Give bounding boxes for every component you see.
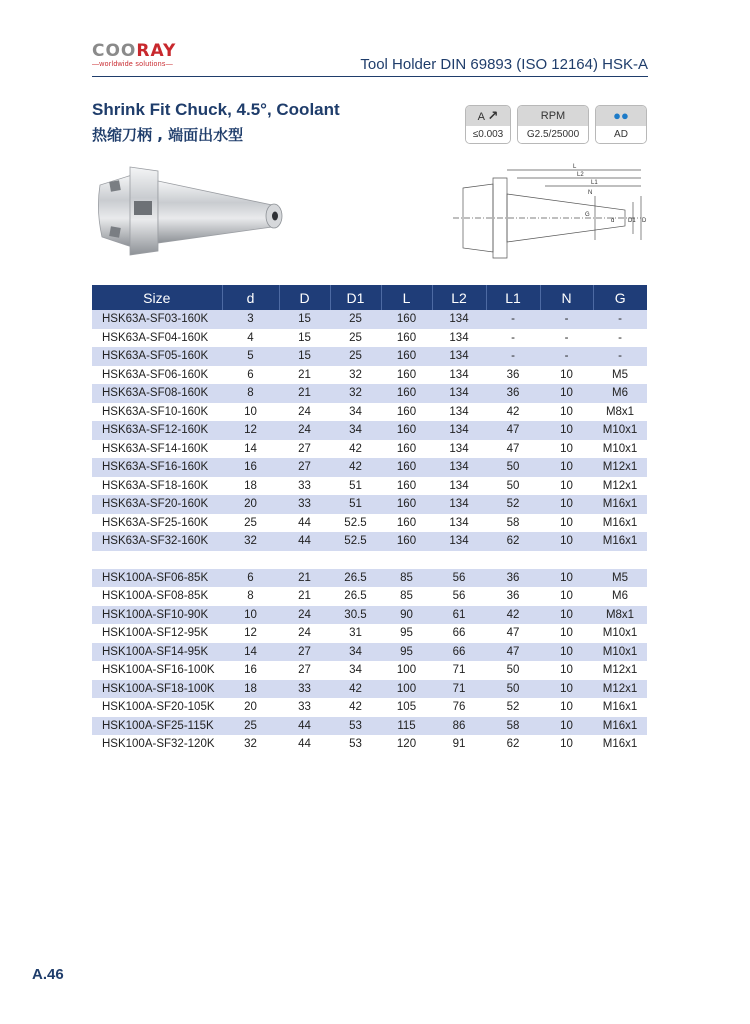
table-cell: 33	[298, 701, 311, 714]
table-cell: 134	[432, 347, 486, 366]
dimension-table	[92, 285, 647, 754]
table-cell: 62	[506, 738, 520, 751]
table-cell: 95	[400, 627, 413, 640]
drawing-label-L2: L2	[577, 172, 584, 178]
table-cell: 14	[244, 442, 257, 455]
table-cell: -	[540, 310, 593, 329]
table-cell: 71	[432, 680, 486, 699]
table-cell: 134	[449, 442, 469, 455]
table-cell: 160	[396, 368, 417, 381]
table-cell: 44	[279, 717, 330, 736]
table-cell: 50	[486, 680, 540, 699]
table-cell: 25	[349, 331, 362, 344]
table-cell: 42	[506, 405, 520, 418]
table-cell: M16x1	[602, 701, 638, 714]
table-cell: 52	[486, 495, 540, 514]
table-cell: 10	[560, 701, 573, 714]
table-cell: 31	[349, 627, 362, 640]
table-cell: M16x1	[593, 495, 647, 514]
table-cell: 10	[540, 458, 593, 477]
table-cell: M12x1	[593, 680, 647, 699]
table-cell: HSK63A-SF20-160K	[92, 495, 222, 514]
table-cell: -	[486, 347, 540, 366]
runout-arrow-icon: ↗	[487, 108, 499, 123]
table-cell: HSK63A-SF25-160K	[102, 516, 209, 529]
table-cell: 21	[298, 590, 311, 603]
table-cell: 3	[222, 310, 279, 329]
table-cell: 30.5	[330, 606, 381, 625]
table-row	[92, 329, 647, 348]
table-cell: -	[564, 331, 569, 344]
table-cell: 34	[330, 643, 381, 662]
table-row	[92, 366, 647, 385]
product-subtitle: 热缩刀柄 , 端面出水型	[92, 126, 244, 144]
logo-brand-red: RAY	[136, 41, 177, 61]
table-cell: M10x1	[602, 442, 638, 455]
table-cell: 50	[486, 458, 540, 477]
table-row	[92, 495, 647, 514]
table-cell: M12x1	[602, 664, 638, 677]
table-row	[92, 384, 647, 403]
table-cell: 15	[298, 331, 311, 344]
column-header: L	[381, 285, 432, 310]
table-row	[92, 606, 647, 625]
table-cell: M10x1	[602, 627, 638, 640]
table-cell: 10	[560, 590, 573, 603]
table-cell: HSK63A-SF16-160K	[92, 458, 222, 477]
logo-brand-grey: COO	[92, 41, 137, 61]
drawing-label-d: d	[611, 218, 615, 224]
table-row	[92, 477, 647, 496]
table-cell: 10	[560, 627, 573, 640]
table-row	[92, 680, 647, 699]
table-group-spacer	[92, 551, 647, 569]
table-cell: HSK100A-SF08-85K	[102, 590, 209, 603]
table-cell: M12x1	[602, 479, 638, 492]
accuracy-value: ≤0.003	[466, 126, 510, 143]
table-cell: HSK100A-SF12-95K	[102, 627, 209, 640]
table-cell: 50	[506, 664, 520, 677]
table-cell: 47	[486, 643, 540, 662]
table-cell: 16	[222, 458, 279, 477]
table-cell: 25	[244, 516, 257, 529]
table-cell: 44	[298, 516, 311, 529]
table-cell: 12	[222, 421, 279, 440]
table-cell: 51	[349, 479, 362, 492]
table-cell: 25	[330, 347, 381, 366]
table-cell: -	[486, 310, 540, 329]
table-row	[92, 624, 647, 643]
table-cell: 134	[432, 495, 486, 514]
table-row	[92, 440, 647, 459]
table-cell: 10	[540, 495, 593, 514]
table-cell: M8x1	[605, 405, 635, 418]
table-cell: 10	[560, 442, 573, 455]
table-cell: 34	[349, 405, 362, 418]
table-cell: 42	[486, 606, 540, 625]
table-cell: 47	[486, 421, 540, 440]
table-cell: HSK100A-SF25-115K	[92, 717, 222, 736]
column-header: N	[540, 285, 593, 310]
table-cell: M16x1	[593, 532, 647, 551]
table-cell: 86	[432, 717, 486, 736]
table-cell: 134	[449, 516, 469, 529]
table-cell: 160	[381, 532, 432, 551]
table-cell: M12x1	[593, 458, 647, 477]
table-cell: -	[540, 347, 593, 366]
table-cell: 52.5	[344, 516, 367, 529]
table-cell: 100	[396, 664, 417, 677]
table-row	[92, 403, 647, 422]
table-cell: 42	[330, 458, 381, 477]
table-cell: 76	[452, 701, 466, 714]
table-cell: 71	[452, 664, 466, 677]
table-cell: 10	[540, 532, 593, 551]
table-cell: 160	[381, 458, 432, 477]
table-row	[92, 532, 647, 551]
table-cell: 51	[330, 495, 381, 514]
table-cell: M5	[593, 569, 647, 588]
table-cell: 24	[279, 606, 330, 625]
technical-drawing	[445, 160, 650, 275]
table-cell: 53	[349, 738, 362, 751]
table-cell: -	[593, 310, 647, 329]
table-cell: 10	[560, 479, 573, 492]
table-cell: 10	[560, 405, 573, 418]
table-cell: 36	[486, 384, 540, 403]
table-cell: 42	[330, 680, 381, 699]
table-cell: M10x1	[593, 643, 647, 662]
header-divider	[92, 76, 648, 77]
table-cell: 18	[244, 479, 257, 492]
table-cell: 134	[432, 532, 486, 551]
table-cell: 85	[400, 590, 413, 603]
table-cell: 134	[449, 479, 469, 492]
table-cell: 21	[279, 569, 330, 588]
table-cell: 50	[506, 479, 520, 492]
drawing-label-G: G	[585, 212, 590, 218]
table-cell: 160	[381, 384, 432, 403]
table-cell: HSK100A-SF32-120K	[102, 738, 215, 751]
table-cell: 36	[506, 368, 520, 381]
table-cell: HSK63A-SF10-160K	[102, 405, 209, 418]
product-photo	[92, 155, 292, 270]
table-cell: M16x1	[602, 516, 638, 529]
table-cell: 33	[279, 495, 330, 514]
table-row	[92, 717, 647, 736]
table-cell: 134	[432, 421, 486, 440]
spec-badges	[465, 105, 647, 144]
table-cell: 36	[506, 590, 520, 603]
table-cell: HSK63A-SF04-160K	[102, 331, 209, 344]
table-cell: 160	[381, 347, 432, 366]
table-cell: 27	[298, 442, 311, 455]
rpm-spec	[517, 105, 589, 144]
table-cell: 6	[247, 368, 254, 381]
table-header-row	[92, 285, 647, 310]
column-header: d	[222, 285, 279, 310]
table-cell: HSK63A-SF08-160K	[92, 384, 222, 403]
table-cell: 42	[349, 442, 362, 455]
table-body	[92, 310, 647, 754]
table-cell: M6	[612, 590, 628, 603]
table-cell: 24	[298, 627, 311, 640]
table-cell: 44	[279, 532, 330, 551]
table-cell: 58	[506, 516, 520, 529]
table-cell: 44	[298, 738, 311, 751]
table-cell: 58	[486, 717, 540, 736]
coolant-value: AD	[596, 126, 646, 143]
table-cell: M16x1	[593, 717, 647, 736]
table-cell: 32	[330, 384, 381, 403]
table-cell: HSK100A-SF16-100K	[102, 664, 215, 677]
table-cell: 10	[540, 717, 593, 736]
column-header: Size	[92, 285, 222, 310]
table-cell: HSK100A-SF06-85K	[92, 569, 222, 588]
table-cell: HSK63A-SF32-160K	[92, 532, 222, 551]
table-cell: HSK63A-SF18-160K	[102, 479, 209, 492]
table-cell: 10	[560, 664, 573, 677]
table-cell: 33	[298, 479, 311, 492]
table-cell: 134	[449, 368, 469, 381]
table-cell: 90	[381, 606, 432, 625]
table-cell: 12	[244, 627, 257, 640]
table-cell: 33	[279, 680, 330, 699]
table-cell: 25	[222, 717, 279, 736]
table-cell: 91	[452, 738, 466, 751]
table-cell: 85	[381, 569, 432, 588]
table-cell: 100	[381, 680, 432, 699]
table-cell: 8	[247, 590, 254, 603]
table-row	[92, 661, 647, 680]
column-header: D	[279, 285, 330, 310]
table-cell: 10	[540, 421, 593, 440]
table-row	[92, 735, 647, 754]
table-row	[92, 421, 647, 440]
table-cell: M10x1	[593, 421, 647, 440]
table-cell: 115	[381, 717, 432, 736]
table-cell: 160	[396, 331, 417, 344]
drawing-label-L: L	[573, 164, 577, 170]
table-cell: 160	[396, 479, 417, 492]
table-cell: 36	[486, 569, 540, 588]
table-cell: 21	[279, 384, 330, 403]
table-cell: 10	[244, 405, 257, 418]
table-row	[92, 569, 647, 588]
table-cell: 5	[222, 347, 279, 366]
rpm-label: RPM	[518, 106, 588, 126]
table-cell: 42	[349, 701, 362, 714]
column-header: D1	[330, 285, 381, 310]
table-cell: HSK63A-SF03-160K	[92, 310, 222, 329]
table-cell: 32	[222, 532, 279, 551]
table-cell: 95	[381, 643, 432, 662]
table-row	[92, 587, 647, 606]
table-cell: 26.5	[344, 590, 367, 603]
table-cell: HSK100A-SF18-100K	[92, 680, 222, 699]
table-cell: 4	[247, 331, 254, 344]
table-cell: 20	[244, 701, 257, 714]
table-cell: HSK100A-SF14-95K	[92, 643, 222, 662]
table-cell: HSK100A-SF10-90K	[92, 606, 222, 625]
table-cell: HSK63A-SF05-160K	[92, 347, 222, 366]
spacer-cell	[92, 551, 647, 569]
column-header: L2	[432, 285, 486, 310]
header-title: Tool Holder DIN 69893 (ISO 12164) HSK-A	[360, 56, 648, 73]
table-row	[92, 458, 647, 477]
table-cell: 47	[506, 627, 520, 640]
table-cell: 134	[432, 384, 486, 403]
table-cell: M6	[593, 384, 647, 403]
table-cell: 160	[396, 405, 417, 418]
table-cell: 14	[222, 643, 279, 662]
table-cell: 53	[330, 717, 381, 736]
table-cell: HSK63A-SF12-160K	[92, 421, 222, 440]
table-cell: 26.5	[330, 569, 381, 588]
table-cell: M8x1	[593, 606, 647, 625]
table-cell: 10	[540, 606, 593, 625]
table-cell: 160	[396, 442, 417, 455]
table-cell: 18	[222, 680, 279, 699]
table-cell: 24	[279, 421, 330, 440]
table-cell: 62	[486, 532, 540, 551]
table-cell: 25	[330, 310, 381, 329]
page-number: A.46	[32, 966, 64, 983]
table-cell: M5	[612, 368, 628, 381]
table-cell: 16	[244, 664, 257, 677]
drawing-label-L1: L1	[591, 180, 598, 186]
table-cell: HSK100A-SF20-105K	[102, 701, 215, 714]
company-logo	[92, 42, 202, 72]
table-cell: 10	[540, 569, 593, 588]
table-cell: 27	[279, 643, 330, 662]
table-cell: 21	[298, 368, 311, 381]
table-cell: 134	[432, 310, 486, 329]
table-cell: 134	[449, 331, 469, 344]
table-cell: M16x1	[602, 738, 638, 751]
table-cell: 34	[349, 664, 362, 677]
table-row	[92, 514, 647, 533]
table-cell: 27	[298, 664, 311, 677]
table-cell: 32	[244, 738, 257, 751]
table-cell: 32	[349, 368, 362, 381]
logo-tagline: —worldwide solutions—	[92, 61, 173, 68]
table-cell: 66	[432, 643, 486, 662]
drawing-label-D1: D1	[628, 218, 636, 224]
table-cell: 15	[279, 347, 330, 366]
table-cell: 56	[432, 569, 486, 588]
table-cell: 10	[222, 606, 279, 625]
column-header: G	[593, 285, 647, 310]
table-cell: 105	[396, 701, 417, 714]
table-row	[92, 643, 647, 662]
coolant-drop-icon: ●●	[613, 108, 629, 123]
table-cell: HSK63A-SF06-160K	[102, 368, 209, 381]
coolant-spec	[595, 105, 647, 144]
table-cell: 10	[560, 738, 573, 751]
table-cell: 10	[540, 643, 593, 662]
table-row	[92, 310, 647, 329]
table-cell: 120	[396, 738, 417, 751]
table-cell: 160	[381, 310, 432, 329]
drawing-label-N: N	[588, 190, 593, 196]
table-cell: 61	[432, 606, 486, 625]
table-cell: 47	[506, 442, 520, 455]
accuracy-label: A	[477, 111, 485, 123]
table-cell: 24	[298, 405, 311, 418]
table-row	[92, 347, 647, 366]
table-cell: 66	[452, 627, 466, 640]
drawing-label-D: D	[642, 218, 647, 224]
table-cell: 27	[279, 458, 330, 477]
rpm-value: G2.5/25000	[518, 126, 588, 143]
table-cell: 6	[222, 569, 279, 588]
table-cell: 20	[222, 495, 279, 514]
table-cell: 52.5	[330, 532, 381, 551]
table-cell: 10	[560, 516, 573, 529]
table-cell: -	[511, 331, 515, 344]
accuracy-spec	[465, 105, 511, 144]
table-cell: -	[593, 347, 647, 366]
table-cell: 134	[432, 458, 486, 477]
table-cell: 34	[330, 421, 381, 440]
table-cell: 10	[540, 384, 593, 403]
table-cell: 10	[540, 680, 593, 699]
table-row	[92, 698, 647, 717]
logo-wordmark	[92, 42, 202, 60]
table-cell: HSK63A-SF14-160K	[102, 442, 209, 455]
table-cell: 8	[222, 384, 279, 403]
product-title: Shrink Fit Chuck, 4.5°, Coolant	[92, 100, 340, 119]
column-header: L1	[486, 285, 540, 310]
table-cell: -	[618, 331, 622, 344]
table-cell: 160	[396, 516, 417, 529]
table-cell: 15	[279, 310, 330, 329]
table-cell: 10	[560, 368, 573, 381]
table-cell: 56	[452, 590, 466, 603]
table-cell: 160	[381, 421, 432, 440]
table-cell: 160	[381, 495, 432, 514]
table-cell: 52	[506, 701, 520, 714]
table-cell: 134	[449, 405, 469, 418]
